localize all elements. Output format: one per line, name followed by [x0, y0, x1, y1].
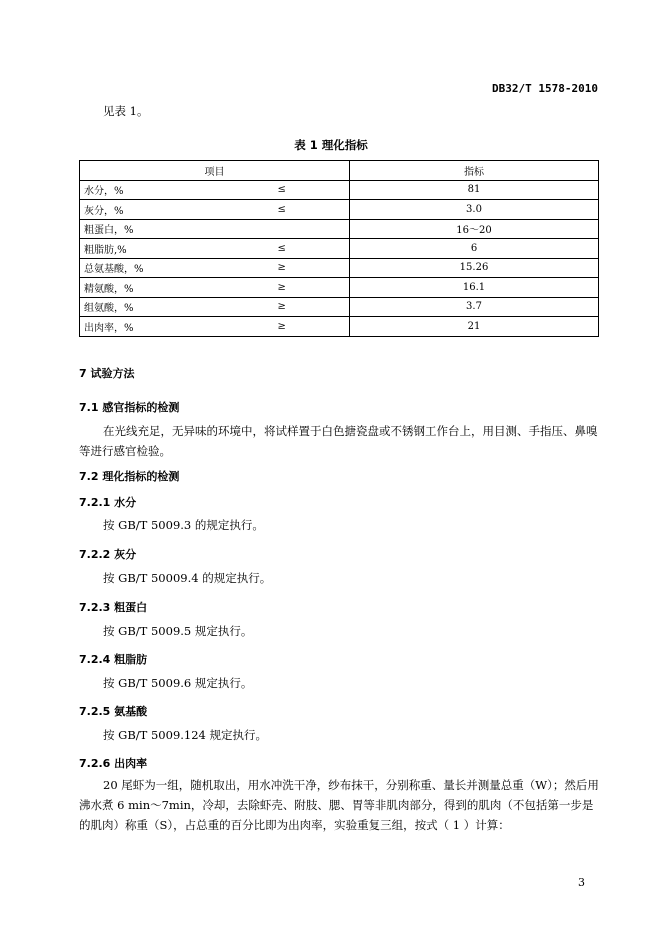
row-name: 灰分，% [80, 200, 215, 220]
table-row [80, 297, 599, 317]
table-row [80, 278, 599, 298]
row-name: 粗脂肪,% [80, 239, 215, 259]
section-7-2-heading: 7.2 理化指标的检测 [79, 470, 180, 483]
intro-text: 见表 1。 [103, 104, 149, 118]
row-operator: ≥ [215, 278, 350, 298]
row-value: 6 [350, 239, 599, 259]
row-operator [215, 219, 350, 239]
standard-code: DB32/T 1578-2010 [492, 82, 598, 95]
row-operator: ≤ [215, 200, 350, 220]
row-name: 总氨基酸，% [80, 258, 215, 278]
table-title: 表 1 理化指标 [294, 138, 368, 152]
row-name: 组氨酸，% [80, 297, 215, 317]
row-name: 精氨酸，% [80, 278, 215, 298]
row-operator: ≤ [215, 180, 350, 200]
section-7-2-3-text: 按 GB/T 5009.5 规定执行。 [103, 624, 253, 638]
table-row [80, 258, 599, 278]
row-name: 水分，% [80, 180, 215, 200]
row-operator: ≥ [215, 297, 350, 317]
spec-table [79, 160, 599, 337]
section-7-2-6-text: 20 尾虾为一组，随机取出，用水冲洗干净，纱布抹干，分别称重、量长并测量总重（W）；然后用沸水煮 6 min～7min，冷却，去除虾壳、附肢、腮、胃等非肌肉部分，得到的肌肉（不包括第一步是的肌肉）称重（S），占总重的百分比即为出肉率，实验重复三组，按式（ 1 ）计算： [79, 778, 599, 832]
row-name: 出肉率，% [80, 317, 215, 337]
section-7-2-3-heading: 7.2.3 粗蛋白 [79, 601, 148, 614]
table-row [80, 219, 599, 239]
table-row [80, 317, 599, 337]
header-value: 指标 [350, 161, 599, 181]
section-7-1-heading: 7.1 感官指标的检测 [79, 401, 180, 414]
row-value: 3.7 [350, 297, 599, 317]
section-7-2-4-text: 按 GB/T 5009.6 规定执行。 [103, 676, 253, 690]
section-7-2-6-heading: 7.2.6 出肉率 [79, 757, 148, 770]
row-operator: ≤ [215, 239, 350, 259]
row-value: 16.1 [350, 278, 599, 298]
table-row [80, 180, 599, 200]
section-7-2-4-heading: 7.2.4 粗脂肪 [79, 653, 148, 666]
section-7-2-2-heading: 7.2.2 灰分 [79, 548, 137, 561]
row-value: 81 [350, 180, 599, 200]
row-name: 粗蛋白，% [80, 219, 215, 239]
row-value: 21 [350, 317, 599, 337]
row-value: 3.0 [350, 200, 599, 220]
table-row [80, 239, 599, 259]
row-operator: ≥ [215, 258, 350, 278]
row-value: 16～20 [350, 219, 599, 239]
row-operator: ≥ [215, 317, 350, 337]
section-7-2-1-heading: 7.2.1 水分 [79, 496, 137, 509]
table-row [80, 200, 599, 220]
section-7-1-text: 在光线充足，无异味的环境中，将试样置于白色搪瓷盘或不锈钢工作台上，用目测、手指压、鼻嗅等进行感官检验。 [79, 424, 598, 458]
header-item: 项目 [80, 161, 350, 181]
row-value: 15.26 [350, 258, 599, 278]
table-header-row [80, 161, 599, 181]
section-7-2-5-text: 按 GB/T 5009.124 规定执行。 [103, 728, 268, 742]
section-7-2-2-text: 按 GB/T 50009.4 的规定执行。 [103, 571, 272, 585]
section-7-2-1-text: 按 GB/T 5009.3 的规定执行。 [103, 518, 264, 532]
section-7-heading: 7 试验方法 [79, 367, 135, 380]
page-number: 3 [578, 876, 585, 889]
section-7-2-5-heading: 7.2.5 氨基酸 [79, 705, 148, 718]
